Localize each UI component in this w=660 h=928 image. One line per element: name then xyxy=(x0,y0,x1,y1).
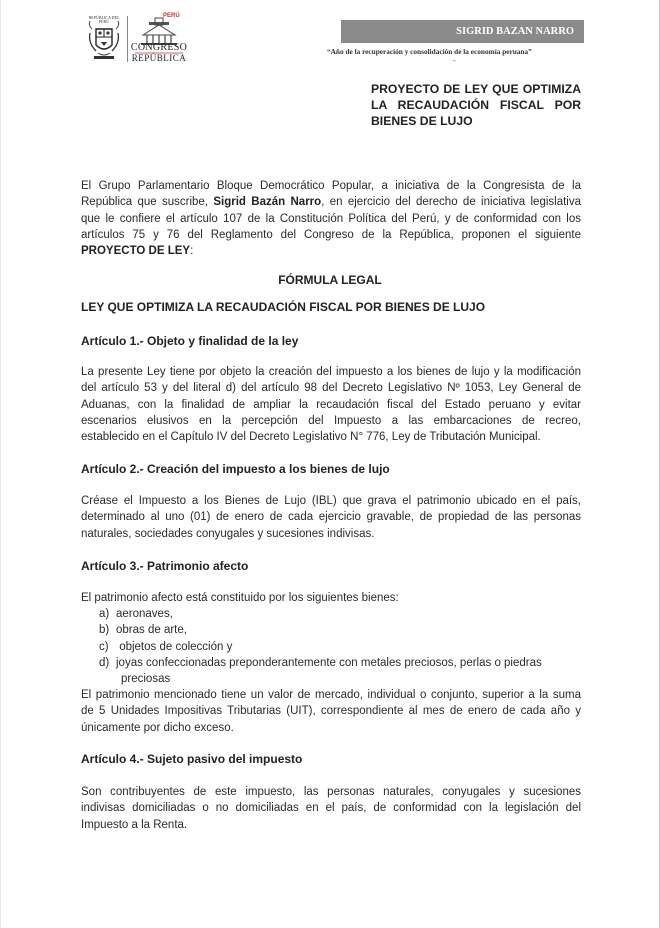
article-line: Impuesto a la Renta. xyxy=(81,818,188,831)
article-3-list xyxy=(99,606,542,687)
article-2-heading: Artículo 2.- Creación del impuesto a los bienes de lujo xyxy=(81,462,390,476)
intro-paragraph xyxy=(81,178,581,259)
header-divider xyxy=(127,16,128,62)
article-3-closing xyxy=(81,687,581,736)
article-line: naturales, sociedades conyugales y sucesiones indivisas. xyxy=(81,527,375,540)
article-line: del artículo 53 y del literal d) del artículo 98 del Decreto Legislativo Nº 1053, Ley General de xyxy=(81,382,581,395)
list-marker: a) xyxy=(99,608,110,620)
list-marker: d) xyxy=(99,656,110,669)
intro-line: artículos 75 y 76 del Reglamento del Congreso de la República, proponen el siguiente xyxy=(81,228,581,241)
list-item xyxy=(99,639,542,655)
article-line: establecido en el Capítulo IV del Decreto Legislativo N° 776, Ley de Tributación Municipal. xyxy=(81,431,541,444)
article-line: determinado al uno (01) de enero de cada ejercicio gravable, de propiedad de las personas xyxy=(81,511,581,524)
bill-title-line: PROYECTO DE LEY QUE OPTIMIZA xyxy=(371,82,581,96)
list-item-continuation: preciosas xyxy=(121,673,171,686)
article-1-body xyxy=(81,364,581,445)
peru-label: PERÚ xyxy=(163,13,180,19)
intro-line: El Grupo Parlamentario Bloque Democrático Popular, a iniciativa de la Congresista de la xyxy=(81,180,581,192)
list-text: objetos de colección y xyxy=(116,640,233,653)
article-4-heading: Artículo 4.- Sujeto pasivo del impuesto xyxy=(81,752,303,766)
seal-caption: REPÚBLICA DEL PERÚ xyxy=(88,15,120,24)
intro-text: : xyxy=(190,245,194,258)
proyecto-de-ley-label: PROYECTO DE LEY xyxy=(81,245,191,258)
list-item xyxy=(99,606,542,622)
intro-text: República que suscribe, xyxy=(81,196,209,209)
intro-line: que le confiere el artículo 107 de la Constitución Política del Perú, y de conformidad con los xyxy=(81,212,581,225)
author-name-inline: Sigrid Bazán Narro xyxy=(213,196,322,209)
article-3-intro xyxy=(81,590,581,606)
article-line: escenarios elusivos en la percepción del Impuesto a las embarcaciones de recreo, xyxy=(81,414,581,427)
bill-title xyxy=(371,81,581,129)
article-line: Son contribuyentes de este impuesto, las personas naturales, conyugales y sucesiones xyxy=(81,786,581,798)
article-line: únicamente por dicho exceso. xyxy=(81,721,234,734)
article-line: Aduanas, con la finalidad de ampliar la recaudación fiscal del Estado peruano y evitar xyxy=(81,398,581,411)
law-title: LEY QUE OPTIMIZA LA RECAUDACIÓN FISCAL POR BIENES DE LUJO xyxy=(81,300,486,314)
year-motto: “Año de la recuperación y consolidación de la economía peruana” xyxy=(327,47,532,56)
congreso-label: CONGRESO xyxy=(130,42,188,53)
intro-text: , en ejercicio del derecho de iniciativa legislativa xyxy=(321,196,581,209)
article-line: de 5 Unidades Impositivas Tributarias (UIT), correspondiente al mes de enero de cada año y xyxy=(81,705,581,718)
article-line: El patrimonio mencionado tiene un valor de mercado, individual o conjunto, superior a la suma xyxy=(81,689,581,701)
bill-title-line: LA RECAUDACIÓN FISCAL POR xyxy=(371,98,581,112)
motto-mark: - xyxy=(453,56,456,65)
article-2-body xyxy=(81,493,581,542)
republica-label: REPÚBLICA xyxy=(131,53,187,63)
list-marker: b) xyxy=(99,624,110,637)
formula-legal-heading: FÓRMULA LEGAL xyxy=(278,273,382,287)
page-edge-left xyxy=(0,0,1,928)
author-name: SIGRID BAZAN NARRO xyxy=(456,26,574,37)
list-text: obras de arte, xyxy=(116,624,187,637)
list-item xyxy=(99,655,542,671)
list-text: joyas confeccionadas preponderantemente con metales preciosos, perlas o piedras xyxy=(116,656,542,669)
article-line: La presente Ley tiene por objeto la creación del impuesto a los bienes de lujo y la modificación xyxy=(81,366,581,378)
intro-line xyxy=(81,194,581,210)
list-marker: c) xyxy=(99,640,109,653)
article-3-heading: Artículo 3.- Patrimonio afecto xyxy=(81,559,249,573)
list-item xyxy=(99,622,542,638)
article-line: Créase el Impuesto a los Bienes de Lujo (IBL) que grava el patrimonio ubicado en el país, xyxy=(81,495,581,507)
article-4-body xyxy=(81,784,581,833)
article-line: indivisas domiciliadas o no domiciliadas en el país, de conformidad con la legislación del xyxy=(81,802,581,815)
intro-line xyxy=(81,243,581,259)
article-line: El patrimonio afecto está constituido por los siguientes bienes: xyxy=(81,592,399,604)
bill-title-line: BIENES DE LUJO xyxy=(371,114,473,128)
article-1-heading: Artículo 1.- Objeto y finalidad de la ley xyxy=(81,334,299,348)
list-text: aeronaves, xyxy=(116,608,173,620)
